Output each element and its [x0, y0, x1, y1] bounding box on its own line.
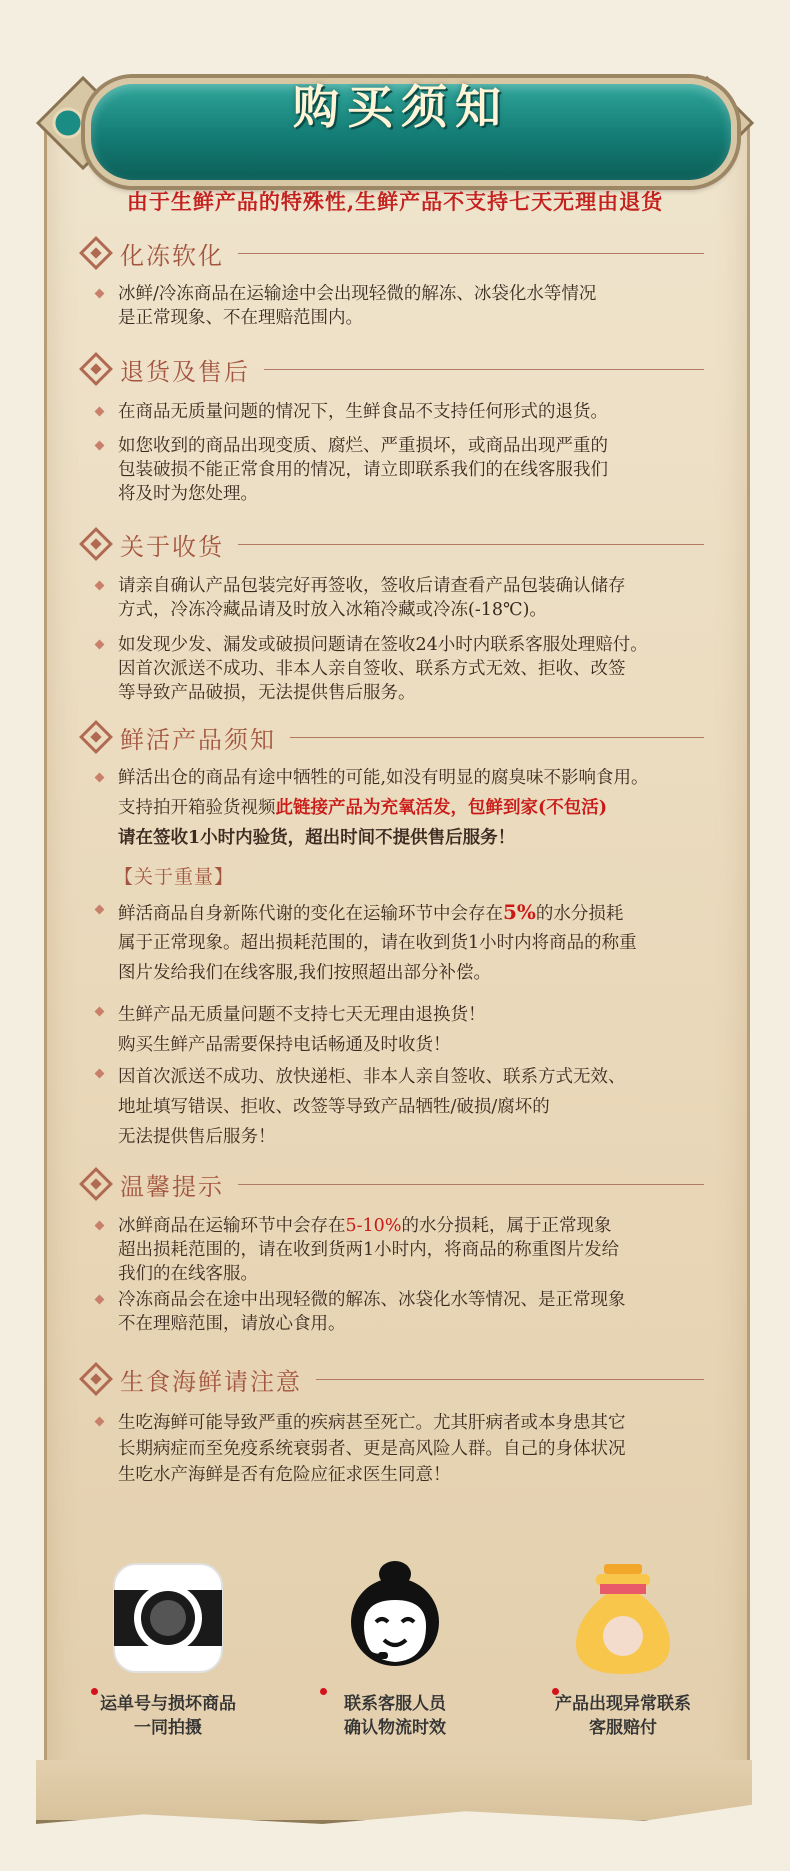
item-text: 长期病症而至免疫系统衰弱者、更是高风险人群。自己的身体状况 — [118, 1439, 626, 1459]
diamond-icon — [79, 720, 113, 754]
diamond-icon — [79, 352, 113, 386]
bullet-icon — [95, 1295, 105, 1305]
divider — [238, 544, 704, 545]
bullet-icon — [95, 1221, 105, 1231]
step-compensation — [508, 1560, 738, 1738]
scroll-bottom-edge — [36, 1760, 752, 1824]
caption-line: 联系客服人员 — [344, 1694, 446, 1714]
section-title: 关于收货 — [120, 532, 224, 561]
list-item — [96, 1410, 726, 1488]
item-text: 生吃水产海鲜是否有危险应征求医生同意！ — [118, 1465, 451, 1485]
bullet-icon — [95, 773, 105, 783]
page-title: 购买须知 — [293, 80, 509, 134]
diamond-icon — [79, 1167, 113, 1201]
item-text: 冷冻商品会在途中出现轻微的解冻、冰袋化水等情况、是正常现象 — [118, 1290, 626, 1310]
weight-subheading: 【关于重量】 — [114, 866, 235, 888]
caption-line: 运单号与损坏商品 — [100, 1694, 236, 1714]
item-text: 的水分损耗 — [535, 904, 624, 924]
item-text: 我们的在线客服。 — [118, 1264, 258, 1284]
item-text: 是正常现象、不在理赔范围内。 — [118, 308, 363, 328]
inspection-deadline: 请在签收1小时内验货，超出时间不提供售后服务！ — [118, 828, 516, 848]
step-caption — [53, 1692, 283, 1740]
item-text: 因首次派送不成功、放快递柜、非本人亲自签收、联系方式无效、 — [118, 1067, 626, 1087]
caption-line: 确认物流时效 — [344, 1718, 446, 1738]
item-text: 请亲自确认产品包装完好再签收，签收后请查看产品包装确认储存 — [118, 576, 626, 596]
list-item — [96, 1062, 726, 1152]
section-header-live-products — [84, 720, 704, 754]
item-text: 超出损耗范围的，请在收到货两1小时内，将商品的称重图片发给 — [118, 1240, 620, 1260]
section-header-raw-seafood — [84, 1362, 704, 1396]
loss-percentage: 5% — [503, 900, 536, 924]
oxygen-shipping-note: 此链接产品为充氧活发，包鲜到家(不包活) — [275, 798, 608, 818]
item-text — [118, 898, 726, 928]
bullet-icon — [95, 1069, 105, 1079]
section-header-thawing — [84, 236, 704, 270]
return-policy-notice: 由于生鲜产品的特殊性,生鲜产品不支持七天无理由退货 — [126, 189, 664, 214]
list-item — [96, 766, 726, 850]
section-title: 退货及售后 — [120, 357, 250, 386]
list-item — [96, 282, 726, 330]
caption-line: 产品出现异常联系 — [555, 1694, 691, 1714]
item-text-with-link — [118, 796, 726, 820]
item-text: 生吃海鲜可能导致严重的疾病甚至死亡。尤其肝病者或本身患其它 — [118, 1413, 626, 1433]
section-title: 鲜活产品须知 — [120, 725, 276, 754]
bullet-icon — [95, 581, 105, 591]
bullet-icon — [95, 407, 105, 417]
section-title: 化冻软化 — [120, 241, 224, 270]
item-text: 方式，冷冻冷藏品请及时放入冰箱冷藏或冷冻(-18℃)。 — [118, 600, 547, 620]
item-text: 包装破损不能正常食用的情况，请立即联系我们的在线客服我们 — [118, 460, 608, 480]
diamond-icon — [79, 527, 113, 561]
item-text: 如您收到的商品出现变质、腐烂、严重损坏，或商品出现严重的 — [118, 436, 608, 456]
item-text: 因首次派送不成功、非本人亲自签收、联系方式无效、拒收、改签 — [118, 659, 626, 679]
customer-service-icon — [342, 1560, 448, 1676]
money-bag-icon — [570, 1562, 676, 1676]
item-text: 鲜活出仓的商品有途中牺牲的可能,如没有明显的腐臭味不影响食用。 — [118, 768, 649, 788]
item-text: 鲜活商品自身新陈代谢的变化在运输环节中会存在 — [118, 904, 503, 924]
item-text: 图片发给我们在线客服,我们按照超出部分补偿。 — [118, 963, 492, 983]
loss-range: 5-10% — [345, 1216, 402, 1236]
item-text: 如发现少发、漏发或破损问题请在签收24小时内联系客服处理赔付。 — [118, 635, 648, 655]
divider — [264, 369, 704, 370]
list-item — [96, 1000, 726, 1060]
item-text: 等导致产品破损，无法提供售后服务。 — [118, 683, 416, 703]
divider — [290, 737, 704, 738]
item-text: 支持拍开箱验货视频 — [118, 798, 276, 818]
step-photo — [53, 1560, 283, 1738]
section-header-receiving — [84, 527, 704, 561]
list-item — [96, 1214, 726, 1286]
list-item — [96, 434, 726, 506]
item-text: 属于正常现象。超出损耗范围的，请在收到货1小时内将商品的称重 — [118, 933, 637, 953]
diamond-icon — [79, 236, 113, 270]
item-text: 冰鲜/冷冻商品在运输途中会出现轻微的解冻、冰袋化水等情况 — [118, 284, 597, 304]
divider — [238, 1184, 704, 1185]
bullet-icon — [95, 1417, 105, 1427]
camera-icon — [112, 1562, 224, 1674]
item-text: 购买生鲜产品需要保持电话畅通及时收货！ — [118, 1035, 451, 1055]
item-text: 地址填写错误、拒收、改签等导致产品牺牲/破损/腐坏的 — [118, 1097, 550, 1117]
diamond-icon — [79, 1362, 113, 1396]
item-text: 将及时为您处理。 — [118, 484, 258, 504]
item-text — [118, 1214, 726, 1238]
bullet-icon — [95, 640, 105, 650]
divider — [316, 1379, 704, 1380]
step-caption — [280, 1692, 510, 1740]
divider — [238, 253, 704, 254]
list-item — [96, 400, 726, 424]
item-text: 在商品无质量问题的情况下，生鲜食品不支持任何形式的退货。 — [118, 402, 608, 422]
step-caption — [508, 1692, 738, 1740]
section-title: 温馨提示 — [120, 1172, 224, 1201]
section-header-tips — [84, 1167, 704, 1201]
bullet-icon — [95, 1007, 105, 1017]
item-text: 冰鲜商品在运输环节中会存在 — [118, 1216, 346, 1236]
bullet-icon — [95, 441, 105, 451]
step-contact-service — [280, 1560, 510, 1738]
section-header-returns — [84, 352, 704, 386]
item-text: 无法提供售后服务！ — [118, 1127, 276, 1147]
list-item — [96, 574, 726, 622]
item-text: 生鲜产品无质量问题不支持七天无理由退换货！ — [118, 1005, 486, 1025]
list-item — [96, 633, 726, 705]
item-text: 的水分损耗，属于正常现象 — [401, 1216, 612, 1236]
list-item — [96, 898, 726, 988]
item-text: 不在理赔范围，请放心食用。 — [118, 1314, 346, 1334]
caption-line: 一同拍摄 — [134, 1718, 202, 1738]
section-title: 生食海鲜请注意 — [120, 1367, 302, 1396]
caption-line: 客服赔付 — [589, 1718, 657, 1738]
bullet-icon — [95, 289, 105, 299]
bullet-icon — [95, 905, 105, 915]
list-item — [96, 1288, 726, 1336]
